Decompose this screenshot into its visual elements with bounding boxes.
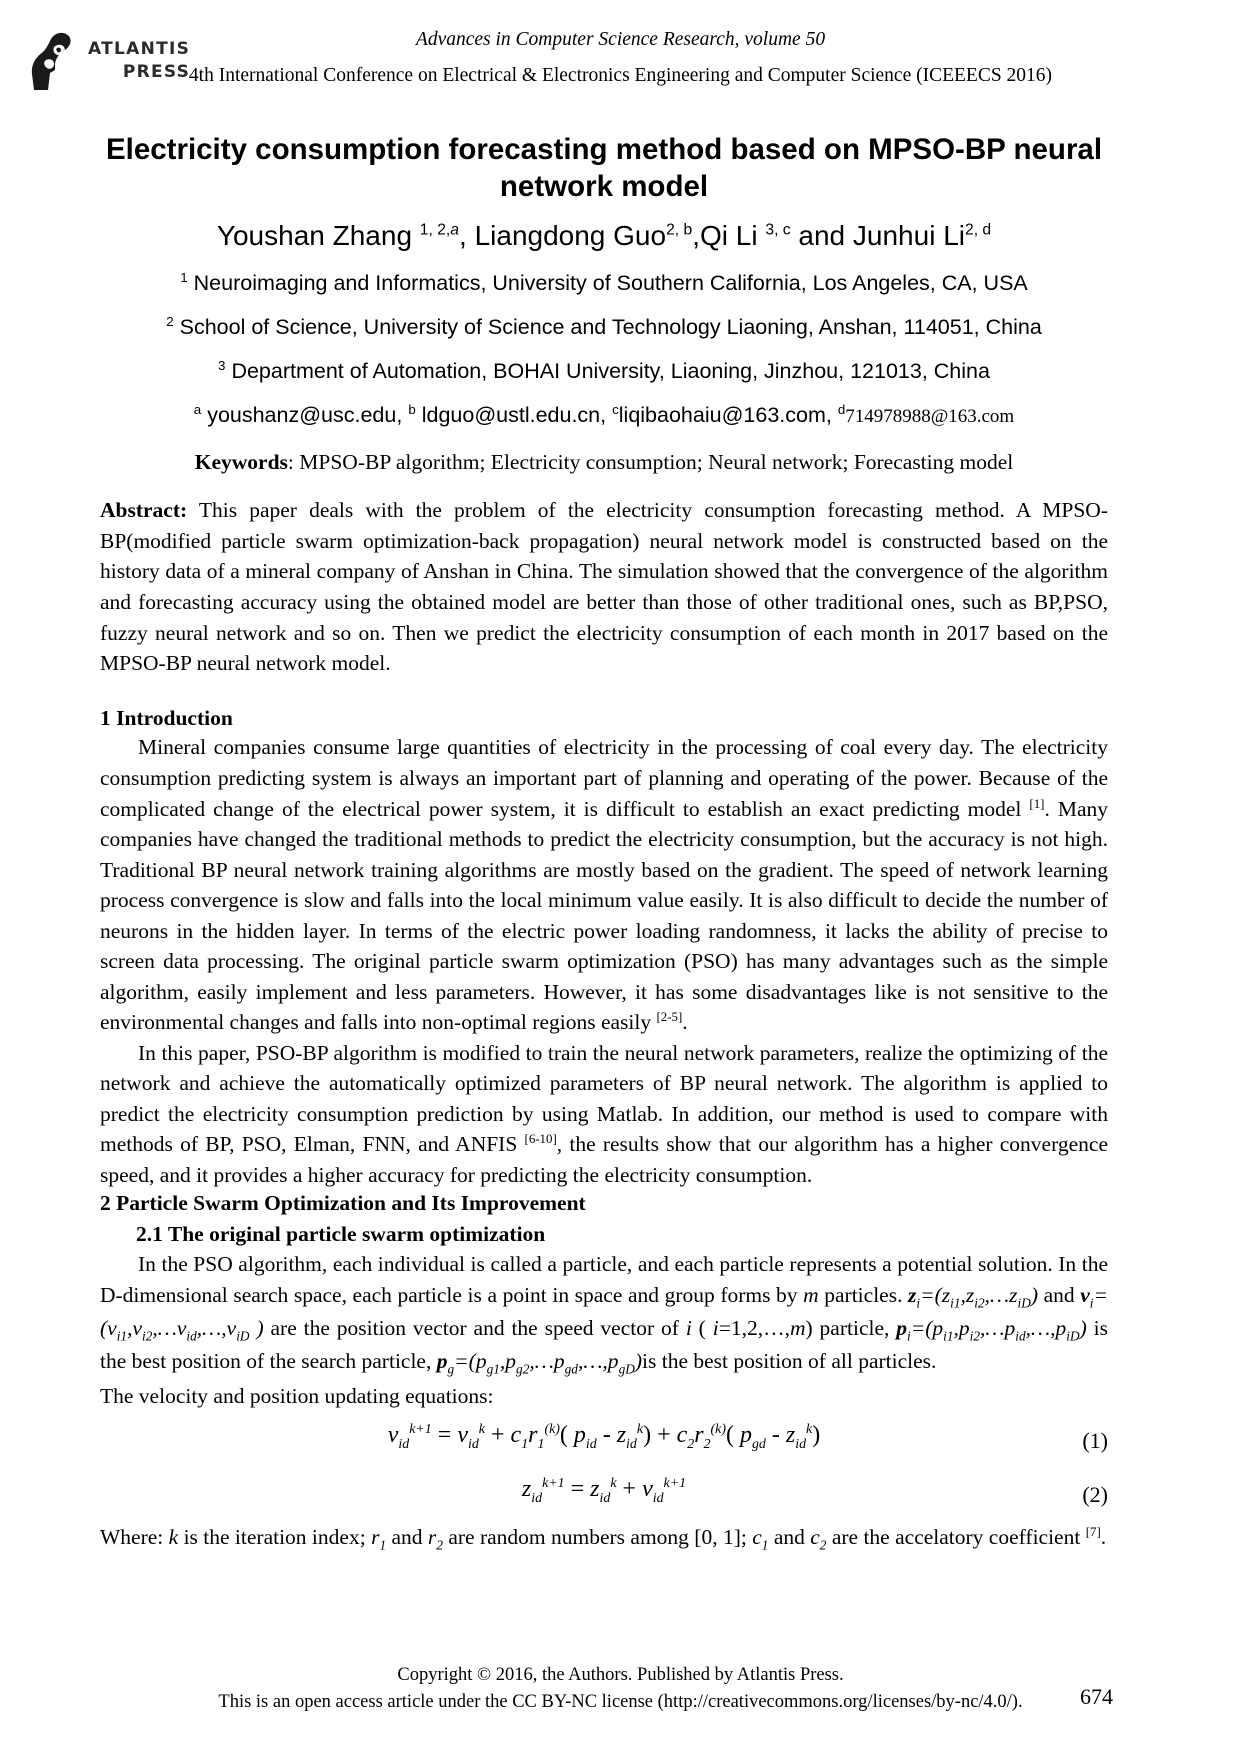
affiliation-marker: 3 — [218, 357, 226, 373]
intro-p1-part-b: . Many companies have changed the traditional methods to predict the electricity consumption, but the accuracy is not high. Traditional BP neural network training algorithms are mostly based on the gradient. The speed of network learning process convergence is slow and falls into the local minimum value easily. It is also difficult to decide the number of neurons in the hidden layer. In terms of the electric power loading randomness, it lacks the ability of precise to screen data processing. The original particle swarm optimization (PSO) has many advantages such as the simple algorithm, easily implement and less parameters. However, it has some disadvantages like is not sensitive to the environmental changes and falls into non-optimal regions easily — [100, 796, 1108, 1035]
intro-paragraph-1 — [100, 732, 1108, 1037]
email-d[interactable]: 714978988@163.com — [845, 405, 1015, 427]
heading-section-2: 2 Particle Swarm Optimization and Its Improvement — [100, 1191, 586, 1216]
where-part-b: is the iteration index; — [178, 1524, 372, 1549]
license-line: This is an open access article under the CC BY-NC license (http://creativecommons.org/licenses/by-nc/4.0/). — [218, 1692, 1023, 1713]
intro-p1-part-a: Mineral companies consume large quantities of electricity in the processing of coal every day. The electricity consumption predicting system is always an important part of planning and operating of the power. Because of the complicated change of the electrical power system, it is difficult to establish an exact predicting model — [100, 735, 1108, 821]
where-part-f: are the accelatory coefficient — [826, 1524, 1086, 1549]
equation-2-row — [100, 1476, 1108, 1516]
logo-wordmark — [88, 38, 190, 84]
heading-introduction: 1 Introduction — [100, 705, 233, 730]
symbol-c1-sub: 1 — [761, 1537, 769, 1553]
affiliation-text: Department of Automation, BOHAI University, Liaoning, Jinzhou, 121013, China — [231, 358, 990, 383]
abstract-label: Abstract: — [100, 498, 188, 523]
copyright-line: Copyright © 2016, the Authors. Published by Atlantis Press. — [397, 1665, 844, 1686]
velocity-equations-intro: The velocity and position updating equations: — [100, 1384, 494, 1409]
equation-1-number: (1) — [1082, 1427, 1108, 1453]
intro-p2-part-b: , the results show that our algorithm has a higher convergence speed, and it provides a higher accuracy for predicting the electricity consumption. — [100, 1132, 1108, 1187]
symbol-r1: r — [371, 1524, 380, 1549]
email-b[interactable]: ldguo@ustl.edu.cn, — [421, 402, 607, 427]
email-marker-c: c — [612, 401, 619, 417]
heading-section-2-1: 2.1 The original particle swarm optimization — [136, 1222, 546, 1247]
conference-title: 4th International Conference on Electrical & Electronics Engineering and Computer Science (ICEEECS 2016) — [188, 65, 1053, 87]
keywords-label: Keywords — [194, 449, 288, 474]
where-part-a: Where: — [100, 1524, 169, 1549]
page-number: 674 — [1080, 1684, 1113, 1709]
series-title: Advances in Computer Science Research, volume 50 — [415, 29, 826, 50]
logo-text-atlantis: ATLANTIS — [88, 39, 191, 60]
affiliation-marker: 2 — [166, 313, 174, 329]
intro-paragraph-2 — [100, 1038, 1108, 1191]
affiliation-text: School of Science, University of Science and Technology Liaoning, Anshan, 114051, China — [179, 314, 1042, 339]
thinker-statue-icon — [24, 30, 82, 92]
page-title: Electricity consumption forecasting method based on MPSO-BP neural network model — [105, 133, 1103, 203]
logo-text-press: PRESS — [122, 62, 191, 82]
email-a[interactable]: youshanz@usc.edu, — [207, 402, 403, 427]
author-emails — [100, 402, 1108, 429]
equation-1-row — [100, 1422, 1108, 1466]
publication-header — [0, 28, 1241, 89]
affiliation-2 — [100, 314, 1108, 341]
paper-body — [100, 132, 1108, 1555]
page-footer — [0, 1662, 1241, 1716]
keywords-text: : MPSO-BP algorithm; Electricity consumption; Neural network; Forecasting model — [287, 449, 1014, 474]
abstract-text: This paper deals with the problem of the electricity consumption forecasting method. A MPSO-BP(modified particle swarm optimization-back propagation) neural network model is constructed based on the history data of a mineral company of Anshan in China. The simulation showed that the convergence of the algorithm and forecasting accuracy using the obtained model are better than those of other traditional ones, such as BP,PSO, fuzzy neural network and so on. Then we predict the electricity consumption of each month in 2017 based on the MPSO-BP neural network model. — [100, 498, 1108, 676]
atlantis-press-logo — [24, 30, 194, 92]
intro-p2-part-a: In this paper, PSO-BP algorithm is modified to train the neural network parameters, realize the optimizing of the network and achieve the automatically optimized parameters of BP neural network. The algorithm is applied to predict the electricity consumption prediction by using Matlab. In addition, our method is used to compare with methods of BP, PSO, Elman, FNN, and ANFIS — [100, 1040, 1108, 1157]
email-marker-b: b — [408, 401, 416, 417]
email-c[interactable]: liqibaohaiu@163.com, — [618, 402, 832, 427]
email-marker-a: a — [193, 401, 202, 417]
where-part-g: . — [1100, 1524, 1107, 1549]
keywords-line — [100, 449, 1108, 476]
author-list: Youshan Zhang $^{1, 2,a}$, Liangdong Guo$^{2, b}$,Qi Li $^{3, c}$ and Junhui Li$^{2, d}$ — [216, 220, 992, 252]
affiliation-1 — [100, 270, 1108, 297]
citation-ref-1[interactable]: [1] — [1029, 796, 1045, 811]
symbol-r2: r — [427, 1524, 437, 1549]
where-paragraph — [100, 1522, 1108, 1555]
symbol-c1: c — [752, 1524, 762, 1549]
where-part-c: and — [386, 1524, 428, 1549]
equation-2-body: $z_{id}^{k+1} = z_{id}^k + v_{id}^{k+1}$ — [521, 1475, 687, 1506]
where-part-d: are random numbers among [0, 1]; — [442, 1524, 753, 1549]
where-part-e: and — [768, 1524, 811, 1549]
equation-2-number: (2) — [1082, 1481, 1108, 1507]
citation-ref-6-10[interactable]: [6-10] — [524, 1132, 557, 1147]
section-2-1-paragraph: In the PSO algorithm, each individual is called a particle, and each particle represents a potential solution. In the D-dimensional search space, each particle is a point in space and group forms by m particles. $z_i=(z_{i1},z_{i2},\dots z_{iD})$ and $v_i=(v_{i1},v_{i2},\dots v_{id},\dots,v_{iD}$ ) are the position vector and the speed vector of i ( i=1,2,…,m) particle, $p_i=(p_{i1},p_{i2},\dots p_{id},\dots,p_{iD})$ is the best position of the search particle, $p_g=(p_{g1},p_{g2},\dots p_{gd},\dots,p_{gD})is$ the best position of all particles. — [100, 1252, 1109, 1377]
intro-p1-part-c: . — [682, 1010, 688, 1035]
email-marker-d: d — [837, 401, 846, 417]
citation-ref-7[interactable]: [7] — [1085, 1524, 1101, 1539]
affiliation-text: Neuroimaging and Informatics, University of Southern California, Los Angeles, CA, USA — [193, 270, 1028, 295]
symbol-k: k — [168, 1524, 179, 1549]
symbol-c2-sub: 2 — [819, 1537, 827, 1553]
affiliation-3 — [100, 358, 1108, 385]
affiliation-marker: 1 — [180, 269, 188, 285]
symbol-c2: c — [810, 1524, 820, 1549]
citation-ref-2-5[interactable]: [2-5] — [656, 1009, 683, 1024]
equation-1-body: $v_{id}^{k+1} = v_{id}^k + c_1r_1^{(k)}$( $p_{id} - z_{id}^k) + c_2r_2^{(k)}$( $p_{gd} - z_{id}^k$) — [387, 1421, 821, 1452]
abstract-block — [100, 495, 1108, 678]
symbol-r2-sub: 2 — [436, 1537, 443, 1553]
symbol-r1-sub: 1 — [379, 1537, 387, 1553]
